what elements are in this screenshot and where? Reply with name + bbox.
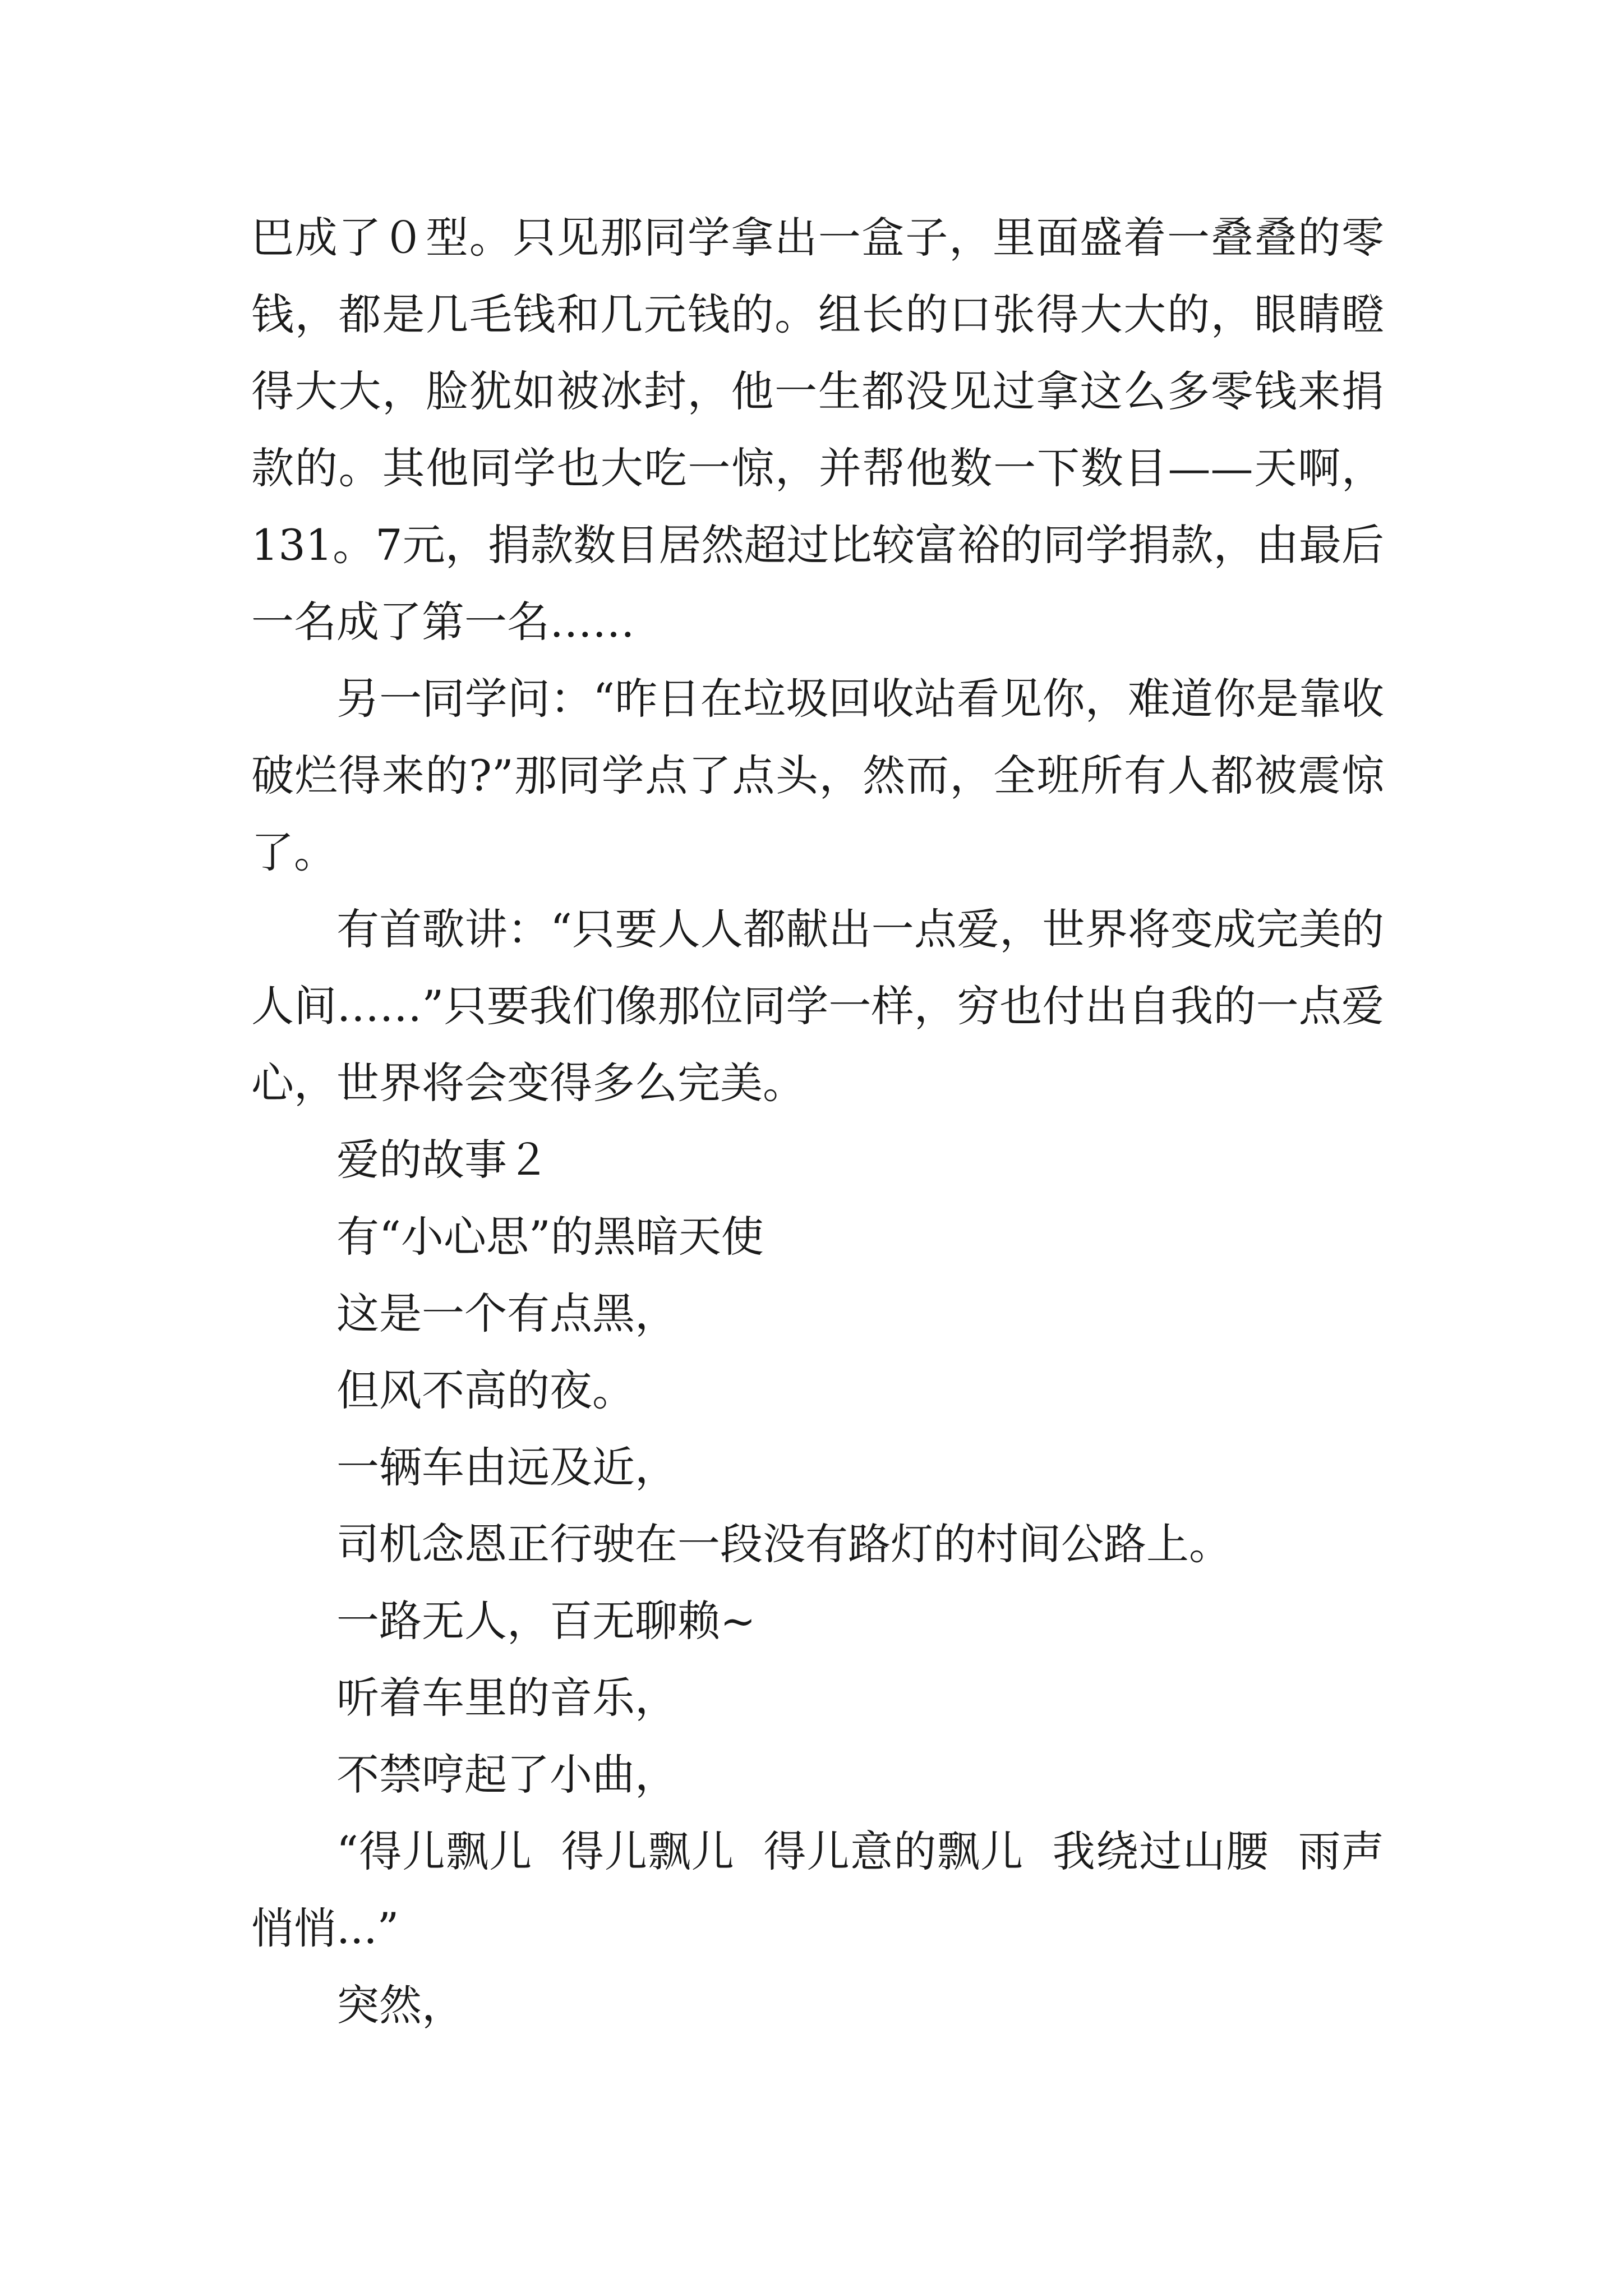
story-heading: 爱的故事２ xyxy=(336,1135,550,1185)
story-subtitle: 有“小心思”的黑暗天使 xyxy=(336,1212,764,1262)
story-line: 一路无人，百无聊赖~ xyxy=(336,1596,756,1646)
document-body xyxy=(251,199,1384,2044)
story-line: 司机念恩正行驶在一段没有路灯的村间公路上。 xyxy=(336,1519,1232,1569)
story-line: 听着车里的音乐， xyxy=(336,1673,677,1723)
song-quote: “得儿飘儿 得儿飘儿 得儿意的飘儿 我绕过山腰 雨声悄悄...” xyxy=(251,1826,1384,1953)
story-line: 这是一个有点黑， xyxy=(336,1289,677,1338)
paragraph-classmate-question: 另一同学问：“昨日在垃圾回收站看见你，难道你是靠收破烂得来的?”那同学点了点头，然而，全班所有人都被震惊了。 xyxy=(251,674,1384,877)
paragraph-donation-count: 巴成了０型。只见那同学拿出一盒子，里面盛着一叠叠的零钱，都是几毛钱和几元钱的。组长的口张得大大的，眼睛瞪得大大，脸犹如被冰封，他一生都没见过拿这么多零钱来捐款的。其他同学也大吃一惊，并帮他数一下数目——天啊，131。7元，捐款数目居然超过比较富裕的同学捐款，由最后一名成了第一名…… xyxy=(251,213,1384,647)
story-line: 一辆车由远及近， xyxy=(336,1442,677,1492)
story-last-line: 突然， xyxy=(336,1980,464,2030)
paragraph-song-conclusion: 有首歌讲：“只要人人都献出一点爱，世界将变成完美的人间……”只要我们像那位同学一样，穷也付出自我的一点爱心，世界将会变得多么完美。 xyxy=(251,904,1384,1108)
story-line: 不禁哼起了小曲， xyxy=(336,1750,677,1800)
story-line: 但风不高的夜。 xyxy=(336,1365,635,1415)
